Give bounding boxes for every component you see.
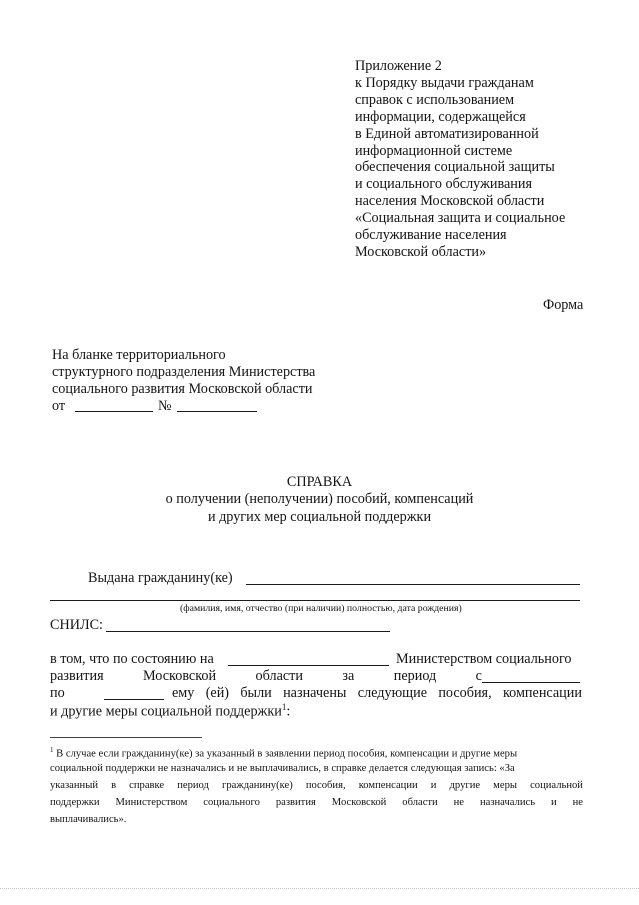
footnote-row-justified xyxy=(50,797,583,808)
body-text: по xyxy=(50,685,65,701)
body-word: за xyxy=(342,668,355,684)
footnote-word: и xyxy=(551,797,557,808)
footnote-word: указанный xyxy=(50,780,98,791)
footnote-word: поддержки xyxy=(50,797,100,808)
body-word: период xyxy=(393,668,437,684)
footnote-word: не xyxy=(572,797,583,808)
period-from-blank xyxy=(482,682,580,683)
body-colon: : xyxy=(286,703,291,720)
body-word: развития xyxy=(50,668,104,684)
body-word: назначены xyxy=(283,685,347,701)
footnote-word: пособия, xyxy=(305,780,346,791)
body-text xyxy=(50,702,290,721)
appendix-line: к Порядку выдачи гражданам xyxy=(355,74,534,91)
footnote-word: справке xyxy=(129,780,165,791)
letterhead-line: социального развития Московской области xyxy=(52,381,313,397)
body-word: пособия, xyxy=(438,685,492,701)
footnote-row-justified xyxy=(50,780,583,791)
letterhead-line: структурного подразделения Министерства xyxy=(52,364,316,380)
body-text: Министерством социального xyxy=(396,651,572,667)
footnote-separator xyxy=(50,737,202,738)
footnote-word: период xyxy=(177,780,209,791)
form-label: Форма xyxy=(543,297,584,313)
footnote-word: развития xyxy=(275,797,316,808)
letterhead-line: На бланке территориального xyxy=(52,347,226,363)
body-text: в том, что по состоянию на xyxy=(50,651,214,667)
appendix-line: справок с использованием xyxy=(355,91,515,108)
appendix-line: информации, содержащейся xyxy=(355,108,526,125)
appendix-line: информационной системе xyxy=(355,142,513,159)
issued-to-blank-2 xyxy=(50,600,580,601)
body-word: (ей) xyxy=(205,685,230,701)
footnote-word: меры xyxy=(493,780,517,791)
scan-edge-artifact xyxy=(0,888,639,889)
document-title: СПРАВКА xyxy=(286,474,353,490)
issued-to-label: Выдана гражданину(ке) xyxy=(88,570,233,586)
appendix-line: населения Московской области xyxy=(355,193,545,210)
footnote-word: области xyxy=(402,797,438,808)
footnote-word: социальной xyxy=(530,780,583,791)
as-of-date-blank xyxy=(228,665,389,666)
footnote-word: социального xyxy=(203,797,260,808)
footnote-line xyxy=(50,746,517,760)
number-label: № xyxy=(158,398,172,414)
footnote-reference: 1 xyxy=(281,702,287,712)
appendix-line: Московской области» xyxy=(355,243,487,260)
document-subtitle: и других мер социальной поддержки xyxy=(207,509,432,525)
footnote-word: и xyxy=(430,780,437,791)
footnote-word: компенсации xyxy=(358,780,418,791)
from-label: от xyxy=(52,398,66,414)
issued-to-hint: (фамилия, имя, отчество (при наличии) полностью, дата рождения) xyxy=(180,603,462,614)
snils-label: СНИЛС: xyxy=(50,617,103,633)
footnote-word: Московской xyxy=(331,797,387,808)
body-row-justified xyxy=(172,685,582,702)
body-word: компенсации xyxy=(502,685,582,701)
footnote-word: гражданину(ке) xyxy=(222,780,293,791)
appendix-line: Приложение 2 xyxy=(355,58,442,74)
body-word: области xyxy=(255,668,303,684)
body-word: ему xyxy=(172,685,195,701)
date-blank xyxy=(75,411,153,412)
footnote-word: назначались xyxy=(479,797,536,808)
body-word: были xyxy=(240,685,272,701)
appendix-line: обслуживание населения xyxy=(355,227,507,244)
footnote-mark: 1 xyxy=(50,746,54,754)
body-row-justified xyxy=(50,668,482,685)
number-blank xyxy=(177,411,257,412)
footnote-word: не xyxy=(453,797,465,808)
issued-to-blank xyxy=(246,584,580,585)
footnote-word: в xyxy=(111,780,117,791)
appendix-line: в Единой автоматизированной xyxy=(355,125,539,142)
appendix-line: «Социальная защита и социальное xyxy=(355,210,566,227)
body-word: следующие xyxy=(357,685,427,701)
document-subtitle: о получении (неполучении) пособий, компенсаций xyxy=(165,491,474,507)
body-word: с xyxy=(475,668,482,684)
period-to-blank xyxy=(104,699,164,700)
footnote-word: Министерством xyxy=(115,797,188,808)
appendix-line: обеспечения социальной защиты xyxy=(355,159,555,176)
footnote-text: В случае если гражданину(ке) за указанный в заявлении период пособия, компенсации и другие меры xyxy=(56,748,518,760)
appendix-line: и социального обслуживания xyxy=(355,176,532,193)
appendix-block xyxy=(355,58,565,261)
body-word: Московской xyxy=(143,668,217,684)
footnote-line: социальной поддержки не назначались и не выплачивались, в справке делается следующая запись: «За xyxy=(50,763,515,774)
footnote-line: выплачивались». xyxy=(50,814,127,825)
footnote-word: другие xyxy=(449,780,481,791)
body-text-content: и другие меры социальной поддержки xyxy=(50,703,282,720)
snils-blank xyxy=(106,631,390,632)
